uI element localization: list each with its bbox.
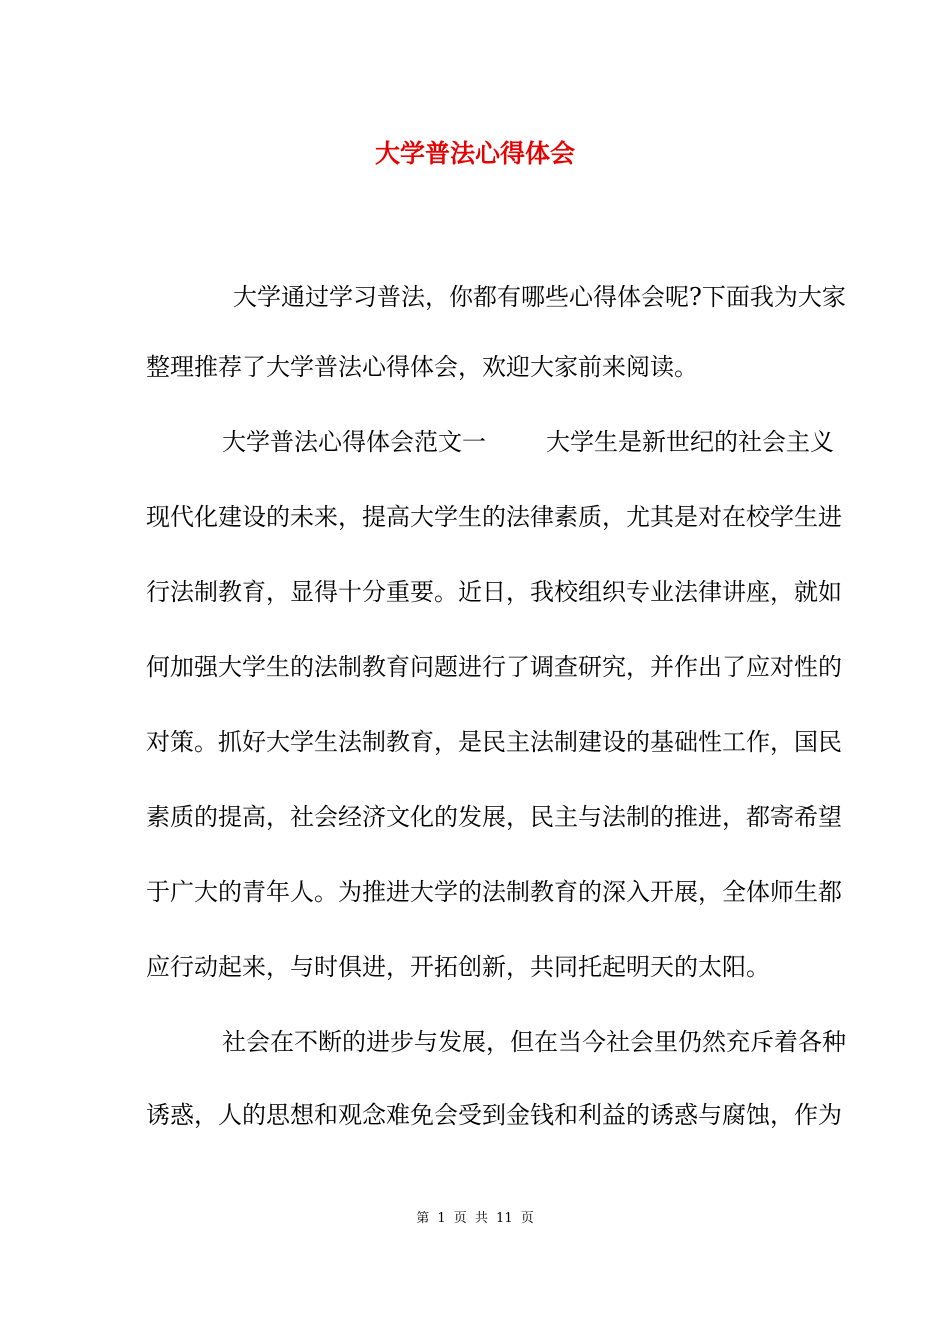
document-title: 大学普法心得体会 bbox=[374, 139, 575, 168]
paragraph-line: 素质的提高，社会经济文化的发展，民主与法制的推进，都寄希望 bbox=[146, 803, 842, 831]
paragraph-line: 社会在不断的进步与发展，但在当今社会里仍然充斥着各种 bbox=[222, 1028, 846, 1056]
paragraph-line: 整理推荐了大学普法心得体会，欢迎大家前来阅读。 bbox=[146, 353, 698, 381]
paragraph-line: 大学通过学习普法，你都有哪些心得体会呢?下面我为大家 bbox=[233, 283, 846, 311]
paragraph-line: 现代化建设的未来，提高大学生的法律素质，尤其是对在校学生进 bbox=[146, 503, 842, 531]
paragraph-line: 应行动起来，与时俱进，开拓创新，共同托起明天的太阳。 bbox=[146, 953, 770, 981]
section-heading: 大学普法心得体会范文一 bbox=[222, 428, 486, 456]
paragraph-line-with-heading bbox=[222, 425, 834, 459]
paragraph-line: 对策。抓好大学生法制教育，是民主法制建设的基础性工作，国民 bbox=[146, 728, 842, 756]
paragraph-line: 于广大的青年人。为推进大学的法制教育的深入开展，全体师生都 bbox=[146, 878, 842, 906]
paragraph-text: 大学生是新世纪的社会主义 bbox=[546, 428, 834, 456]
paragraph-line: 何加强大学生的法制教育问题进行了调查研究，并作出了应对性的 bbox=[146, 653, 842, 681]
paragraph-line: 行法制教育，显得十分重要。近日，我校组织专业法律讲座，就如 bbox=[146, 578, 842, 606]
page-number: 第 1 页 共 11 页 bbox=[416, 1211, 534, 1226]
paragraph-line: 诱惑，人的思想和观念难免会受到金钱和利益的诱惑与腐蚀，作为 bbox=[146, 1101, 842, 1129]
